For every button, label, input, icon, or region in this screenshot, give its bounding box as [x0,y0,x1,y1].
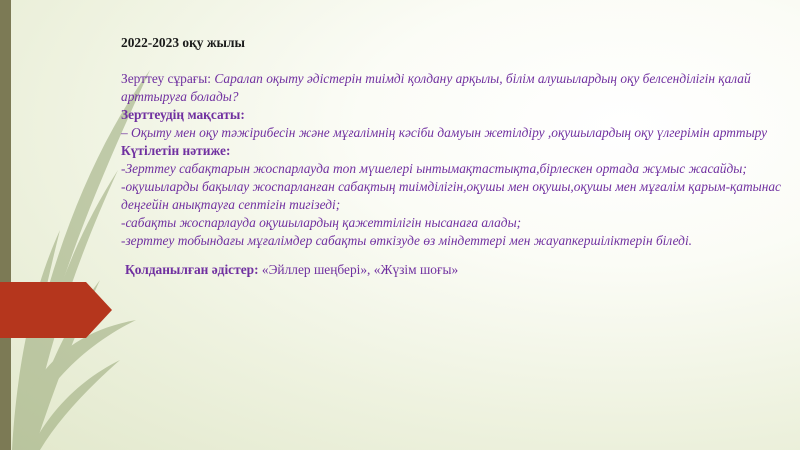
result-heading: Күтілетін нәтиже: [121,143,231,158]
methods-text: «Эйллер шеңбері», «Жүзім шоғы» [258,262,459,277]
methods-line [121,261,781,279]
goal-heading: Зерттеудің мақсаты: [121,107,245,122]
result-item: -Зерттеу сабақтарын жоспарлауда топ мүшелері ынтымақтастықта,бірлескен ортада жұмыс жасайды; [121,161,747,176]
methods-label: Қолданылған әдістер: [125,262,259,277]
slide-content [121,34,781,279]
result-item: -сабақты жоспарлауда оқушылардың қажеттілігін нысанаға алады; [121,215,522,230]
question-label: Зерттеу сұрағы: [121,71,212,86]
research-question [121,70,781,106]
result-item: -зерттеу тобындағы мұғалімдер сабақты өткізуде өз міндеттері мен жауапкершіліктерін біледі. [121,233,693,248]
year-heading: 2022-2023 оқу жылы [121,35,245,50]
arrow-shape [0,282,112,338]
result-item: -оқушыларды бақылау жоспарланған сабақтың тиімділігін,оқушы мен оқушы,оқушы мен мұғалім қарым-қатынас деңгейін анықтауға септігін тигізеді; [121,179,782,212]
goal-text: – Оқыту мен оқу тәжірибесін және мұғалімнің кәсіби дамуын жетілдіру ,оқушылардың оқу үлгерімін арттыру [121,125,768,140]
question-text: Саралап оқыту әдістерін тиімді қолдану арқылы, білім алушылардың оқу белсенділігін қалай арттыруға болады? [121,71,751,104]
